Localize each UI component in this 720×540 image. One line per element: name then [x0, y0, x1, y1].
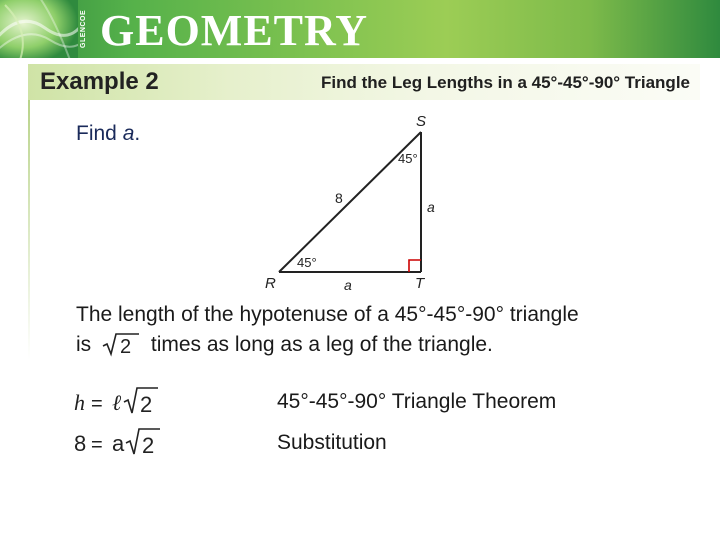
eq1-radicand: 2: [140, 392, 153, 417]
angle-label-s: 45°: [398, 151, 418, 166]
equation-step-2: [74, 425, 164, 459]
horizontal-leg-label: a: [344, 277, 352, 293]
globe-logo-icon: [0, 0, 78, 58]
page-title: GEOMETRY: [100, 6, 369, 55]
angle-label-r: 45°: [297, 255, 317, 270]
example-header: [28, 64, 700, 100]
vertex-label-t: T: [415, 275, 425, 292]
right-angle-mark: [409, 260, 421, 272]
example-title: Find the Leg Lengths in a 45°-45°-90° Triangle: [321, 73, 690, 92]
problem-prompt: [76, 122, 140, 146]
eq2-equals: =: [91, 434, 103, 456]
sqrt-radicand: 2: [120, 336, 132, 357]
example-label: Example 2: [40, 68, 159, 95]
prompt-variable: a: [122, 122, 135, 145]
brand-label: GLENCOE: [80, 9, 87, 48]
step-2-reason: Substitution: [277, 431, 387, 454]
prompt-lead: Find: [76, 122, 123, 145]
paragraph-line-2: [76, 330, 696, 360]
sqrt-symbol: [101, 331, 141, 357]
eq2-lhs: 8: [74, 431, 87, 456]
eq2-coefficient: a: [112, 431, 125, 456]
left-divider: [28, 100, 30, 360]
eq1-coefficient: ℓ: [112, 390, 122, 415]
paragraph-line-2-start: is: [76, 333, 92, 356]
eq1-equals: =: [91, 393, 103, 415]
paragraph-line-2-end: times as long as a leg of the triangle.: [150, 333, 493, 356]
step-1-reason: 45°-45°-90° Triangle Theorem: [277, 390, 557, 413]
header-banner: [0, 0, 720, 58]
vertex-label-s: S: [416, 113, 427, 130]
paragraph-line-1: The length of the hypotenuse of a 45°-45°-90° triangle: [76, 303, 579, 326]
hypotenuse-label: 8: [335, 190, 343, 206]
vertex-label-r: R: [265, 275, 276, 292]
eq2-radicand: 2: [142, 433, 155, 458]
prompt-tail: .: [134, 122, 141, 145]
triangle-figure: [255, 108, 445, 293]
equation-step-1: [74, 384, 164, 418]
eq1-lhs: h: [74, 390, 85, 415]
vertical-leg-label: a: [427, 199, 435, 215]
explanation-paragraph: [76, 300, 696, 360]
